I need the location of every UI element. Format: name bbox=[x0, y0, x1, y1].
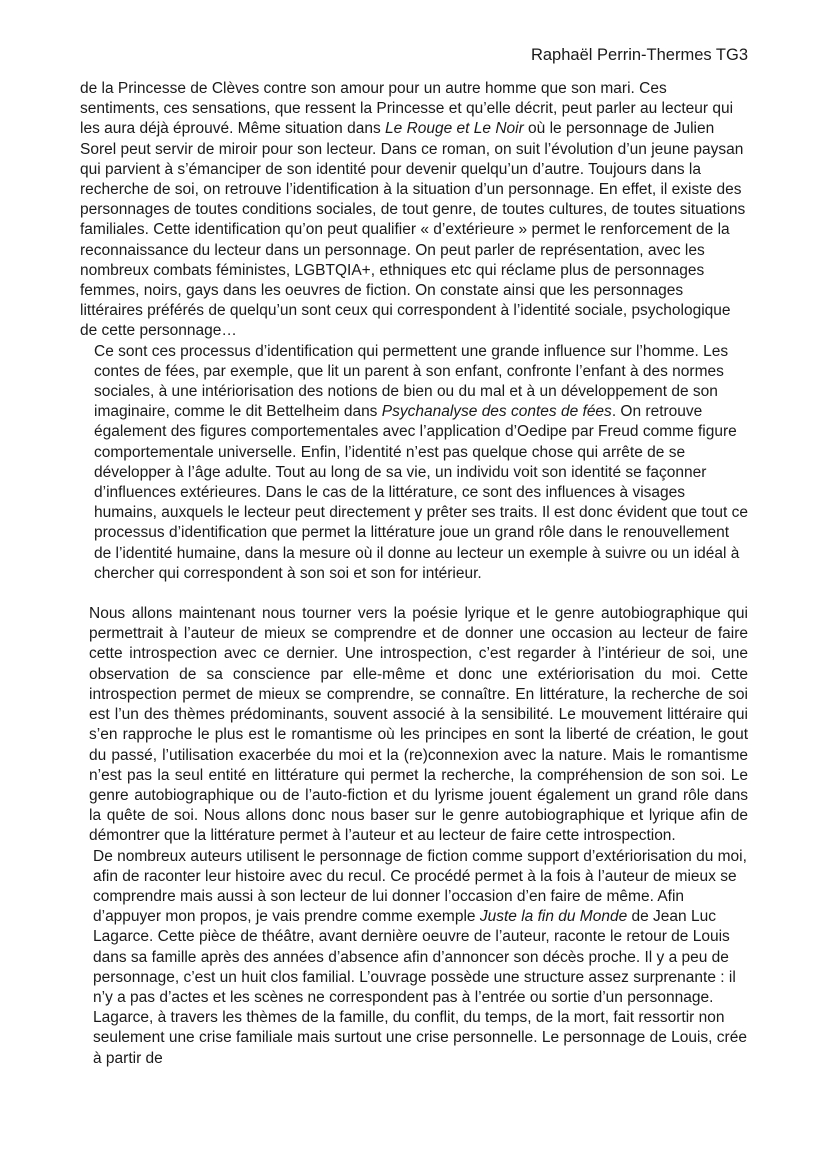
paragraph-text: de la Princesse de Clèves contre son amour pour un autre homme que son mari. Ces sentiments, ces sensations, que ressent la Princesse et qu’elle décrit, peut parler au lecteur qui les aura déjà éprouvé. Même situation dans bbox=[80, 80, 734, 138]
paragraph-1 bbox=[80, 79, 748, 342]
paragraph-text: De nombreux auteurs utilisent le personnage de fiction comme support d’extériorisation du moi, afin de raconter leur histoire avec du recul. Ce procédé permet à la fois à l’auteur de mieux se comprendre mais aussi à son lecteur de lui donner l’occasion d’en faire de même. Afin d’appuyer mon propos, je vais prendre comme exemple bbox=[93, 847, 747, 926]
paragraph-text: . On retrouve également des figures comportementales avec l’application d’Oedipe par Freud comme figure comportementale universelle. Enfin, l’identité n’est pas quelque chose qui arrête de se développer à l’âge adulte. Tout au long de sa vie, un individu voit son identité se façonner d’influences extérieures. Dans le cas de la littérature, ce sont des influences à visages humains, auxquels le lecteur peut directement y prêter ses traits. Il est donc évident que tout ce processus d’identification que permet la littérature joue un grand rôle dans le renouvellement de l’identité humaine, dans la mesure où il donne au lecteur un exemple à suivre ou un idéal à chercher qui correspondent à son soi et son for intérieur. bbox=[94, 403, 748, 582]
paragraph-3 bbox=[80, 604, 748, 846]
paragraph-text: Nous allons maintenant nous tourner vers la poésie lyrique et le genre autobiographique qui permettrait à l’auteur de mieux se comprendre et de donner une occasion au lecteur de faire cette introspection avec ce dernier. Une introspection, c’est regarder à l’intérieur de soi, une observation de sa conscience par elle-même et donc une extériorisation du moi. Cette introspection permet de mieux se comprendre, se connaître. En littérature, la recherche de soi est l’un des thèmes prédominants, souvent associé à la sensibilité. Le mouvement littéraire qui s’en rapproche le plus est le romantisme où les principes en sont la liberté de création, le gout du passé, l’utilisation exacerbée du moi et la (re)connexion avec la nature. Mais le romantisme n’est pas la seul entité en littérature qui permet la recherche, la compréhension de son soi. Le genre autobiographique ou de l’auto-fiction et du lyrisme jouent également un grand rôle dans la quête de soi. Nous allons donc nous baser sur le genre autobiographique et lyrique afin de démontrer que la littérature permet à l’auteur et au lecteur de faire cette introspection. bbox=[89, 605, 748, 845]
paragraph-text: où le personnage de Julien Sorel peut servir de miroir pour son lecteur. Dans ce roman, on suit l’évolution d’un jeune paysan qui parvient à s’émanciper de son identité pour devenir quelqu’un d’autre. Toujours dans la recherche de soi, on retrouve l’identification à la situation d’un personnage. En effet, il existe des personnages de toutes conditions sociales, de tout genre, de toutes cultures, de toutes situations familiales. Cette identification qu’on peut qualifier « d’extérieure » permet le renforcement de la reconnaissance du lecteur dans un personnage. On peut parler de représentation, avec les nombreux combats féministes, LGBTQIA+, ethniques etc qui réclame plus de personnages femmes, noirs, gays dans les oeuvres de fiction. On constate ainsi que les personnages littéraires préférés de quelqu’un sont ceux qui correspondent à l’identité sociale, psychologique de cette personnage… bbox=[80, 120, 746, 340]
paragraph-text: Ce sont ces processus d’identification qui permettent une grande influence sur l’homme. Les contes de fées, par exemple, que lit un parent à son enfant, confronte l’enfant à des normes sociales, à une intériorisation des notions de bien ou du mal et à un développement de son imaginaire, comme le dit Bettelheim dans bbox=[94, 342, 729, 421]
document-body bbox=[80, 79, 748, 1069]
paragraph-2 bbox=[80, 342, 748, 584]
book-title: Le Rouge et Le Noir bbox=[385, 120, 524, 138]
paragraph-text: de Jean Luc Lagarce. Cette pièce de théâtre, avant dernière oeuvre de l’auteur, raconte le retour de Louis dans sa famille après des années d’absence afin d’annoncer son décès proche. Il y a peu de personnage, c’est un huit clos familial. L’ouvrage possède une structure assez surprenante : il n’y a pas d’actes et les scènes ne correspondent pas à l’entrée ou sortie d’un personnage. Lagarce, à travers les thèmes de la famille, du conflit, du temps, de la mort, fait ressortir non seulement une crise familiale mais surtout une crise personnelle. Le personnage de Louis, crée à partir de bbox=[93, 908, 747, 1067]
book-title: Juste la fin du Monde bbox=[479, 908, 628, 926]
paragraph-4 bbox=[80, 847, 748, 1069]
page-header-author: Raphaël Perrin-Thermes TG3 bbox=[530, 46, 748, 64]
book-title: Psychanalyse des contes de fées bbox=[381, 403, 612, 421]
